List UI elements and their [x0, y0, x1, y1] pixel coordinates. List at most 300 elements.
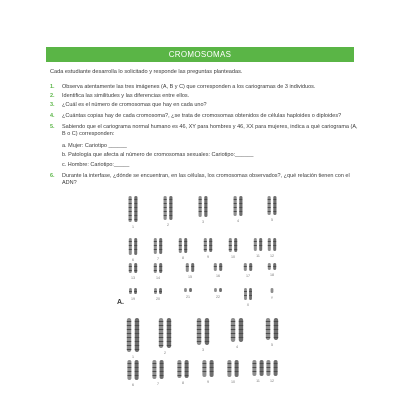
chromosome-band [231, 337, 235, 338]
chromosome-band [154, 291, 157, 292]
chromosome-band [185, 375, 189, 376]
chromosome-band [159, 321, 163, 322]
chromosome-number-label: 1 [132, 225, 134, 229]
chromosome-band [177, 363, 181, 364]
chromosome-band [184, 245, 187, 246]
question-number: 1. [50, 84, 55, 90]
chromosome-band [159, 266, 162, 267]
chromosome-band [134, 219, 137, 220]
chromosome-band [274, 371, 278, 372]
chromosome-band [234, 199, 237, 200]
chromosome-7 [152, 360, 156, 379]
chromosome-band [164, 207, 167, 208]
chromosome-band [169, 207, 172, 208]
chromosome-band [204, 207, 207, 208]
chromosome-band [134, 249, 137, 250]
question-number: 2. [50, 93, 55, 99]
chromosome-band [210, 367, 214, 368]
chromosome-band [134, 215, 137, 216]
chromosome-number-label: 16 [216, 274, 220, 278]
chromosome-band [260, 367, 264, 368]
chromosome-band [134, 199, 137, 200]
chromosome-band [209, 249, 212, 250]
chromosome-band [179, 249, 182, 250]
karyogram-label: A. [117, 299, 124, 306]
chromosome-band [127, 333, 131, 334]
question-number: 5. [50, 124, 55, 130]
chromosome-number-label: 2 [164, 351, 166, 355]
chromosome-band [239, 207, 242, 208]
chromosome-band [244, 295, 247, 296]
chromosome-band [273, 207, 276, 208]
chromosome-band [177, 371, 181, 372]
chromosome-band [135, 337, 139, 338]
chromosome-band [227, 363, 231, 364]
chromosome-12 [273, 238, 276, 251]
chromosome-band [268, 207, 271, 208]
question-number: 3. [50, 102, 55, 108]
chromosome-13 [134, 263, 137, 273]
chromosome-number-label: 13 [131, 276, 135, 280]
chromosome-band [184, 249, 187, 250]
chromosome-band [127, 363, 131, 364]
chromosome-21 [189, 288, 192, 292]
chromosome-1 [135, 318, 139, 352]
question-text: Observa atentamente las tres imágenes (A, B y C) que corresponden a los cariogramas de 3 individuos. [62, 84, 316, 90]
chromosome-band [268, 211, 271, 212]
chromosome-band [202, 363, 206, 364]
chromosome-band [129, 215, 132, 216]
chromosome-band [260, 371, 264, 372]
chromosome-band [205, 325, 209, 326]
chromosome-band [154, 270, 157, 271]
chromosome-14 [154, 263, 157, 273]
chromosome-13 [129, 263, 132, 273]
chromosome-band [159, 333, 163, 334]
chromosome-band [249, 266, 252, 267]
chromosome-band [259, 245, 262, 246]
chromosome-number-label: 11 [256, 379, 260, 383]
question-text: ¿Cuántas copias hay de cada cromosoma?, ¿se trata de cromosomas obtenidos de células haploides o diploides? [62, 113, 342, 119]
chromosome-number-label: 9 [207, 380, 209, 384]
chromosome-band [239, 203, 242, 204]
chromosome-band [260, 363, 264, 364]
chromosome-band [252, 367, 256, 368]
chromosome-21 [184, 288, 187, 292]
chromosome-band [274, 333, 278, 334]
chromosome-band [179, 245, 182, 246]
chromosome-band [239, 333, 243, 334]
chromosome-band [159, 270, 162, 271]
chromosome-band [199, 199, 202, 200]
chromosome-band [129, 249, 132, 250]
chromosome-band [234, 207, 237, 208]
chromosome-band [274, 329, 278, 330]
chromosome-band [134, 266, 137, 267]
chromosome-band [134, 245, 137, 246]
chromosome-band [135, 345, 139, 346]
chromosome-band [273, 211, 276, 212]
chromosome-band [127, 367, 131, 368]
chromosome-band [185, 363, 189, 364]
chromosome-number-label: 2 [167, 223, 169, 227]
chromosome-band [135, 349, 139, 350]
chromosome-band [234, 211, 237, 212]
chromosome-band [252, 371, 256, 372]
chromosome-number-label: Y [270, 296, 274, 300]
chromosome-band [160, 371, 164, 372]
chromosome-band [169, 203, 172, 204]
page-title: CROMOSOMAS [46, 47, 354, 62]
chromosome-band [266, 321, 270, 322]
chromosome-band [191, 266, 194, 267]
chromosome-band [273, 245, 276, 246]
chromosome-band [266, 367, 270, 368]
chromosome-band [273, 199, 276, 200]
chromosome-band [197, 325, 201, 326]
chromosome-band [159, 241, 162, 242]
chromosome-band [202, 367, 206, 368]
question-text: Durante la interfase, ¿dónde se encuentran, en las células, los cromosomas observados?, ¿qué relación tienen con el ADN? [62, 173, 350, 186]
chromosome-number-label: 6 [132, 383, 134, 387]
chromosome-9 [202, 360, 206, 377]
chromosome-band [268, 245, 271, 246]
chromosome-band [197, 333, 201, 334]
chromosome-7 [160, 360, 164, 379]
chromosome-band [209, 241, 212, 242]
chromosome-band [135, 329, 139, 330]
chromosome-band [231, 329, 235, 330]
chromosome-band [152, 375, 156, 376]
chromosome-band [199, 211, 202, 212]
chromosome-band [204, 199, 207, 200]
chromosome-band [205, 333, 209, 334]
chromosome-band [127, 349, 131, 350]
chromosome-band [129, 203, 132, 204]
chromosome-number-label: 7 [157, 257, 159, 261]
chromosome-band [135, 367, 139, 368]
chromosome-band [135, 333, 139, 334]
chromosome-band [167, 341, 171, 342]
chromosome-band [266, 371, 270, 372]
chromosome-band [209, 245, 212, 246]
chromosome-band [197, 337, 201, 338]
chromosome-10 [227, 360, 231, 377]
chromosome-number-label: 7 [157, 382, 159, 386]
chromosome-15 [186, 263, 189, 272]
intro-text: Cada estudiante desarrolla lo solicitado y responde las preguntas planteadas. [50, 69, 243, 75]
chromosome-band [127, 337, 131, 338]
chromosome-band [127, 321, 131, 322]
chromosome-band [266, 329, 270, 330]
chromosome-band [129, 241, 132, 242]
chromosome-band [164, 203, 167, 204]
chromosome-3 [205, 318, 209, 345]
chromosome-band [204, 249, 207, 250]
chromosome-band [127, 325, 131, 326]
chromosome-5 [268, 196, 271, 215]
chromosome-band [154, 266, 157, 267]
chromosome-band [185, 367, 189, 368]
chromosome-band [229, 241, 232, 242]
chromosome-band [167, 337, 171, 338]
chromosome-number-label: 9 [207, 255, 209, 259]
chromosome-band [199, 207, 202, 208]
chromosome-band [204, 241, 207, 242]
chromosome-band [129, 245, 132, 246]
chromosome-band [273, 203, 276, 204]
chromosome-22 [219, 288, 222, 292]
chromosome-band [154, 241, 157, 242]
chromosome-band [164, 215, 167, 216]
chromosome-14 [159, 263, 162, 273]
chromosome-band [177, 375, 181, 376]
chromosome-9 [210, 360, 214, 377]
chromosome-band [164, 199, 167, 200]
chromosome-band [234, 245, 237, 246]
chromosome-band [134, 203, 137, 204]
chromosome-band [204, 203, 207, 204]
chromosome-11 [259, 238, 262, 251]
chromosome-band [234, 249, 237, 250]
chromosome-band [205, 329, 209, 330]
chromosome-band [134, 270, 137, 271]
question-text: Identifica las similitudes y las diferencias entre ellos. [62, 93, 190, 99]
chromosome-band [169, 199, 172, 200]
chromosome-band [235, 363, 239, 364]
chromosome-band [227, 367, 231, 368]
chromosome-band [127, 345, 131, 346]
chromosome-band [135, 321, 139, 322]
chromosome-number-label: 19 [131, 297, 135, 301]
chromosome-band [159, 249, 162, 250]
chromosome-band [259, 241, 262, 242]
chromosome-band [249, 295, 252, 296]
chromosome-X [244, 288, 247, 300]
chromosome-band [197, 321, 201, 322]
chromosome-band [239, 329, 243, 330]
chromosome-band [227, 371, 231, 372]
chromosome-band [167, 345, 171, 346]
chromosome-band [129, 291, 132, 292]
chromosome-band [127, 329, 131, 330]
chromosome-band [249, 291, 252, 292]
chromosome-band [134, 291, 137, 292]
chromosome-band [274, 367, 278, 368]
chromosome-band [239, 321, 243, 322]
chromosome-band [154, 245, 157, 246]
chromosome-number-label: 4 [237, 219, 239, 223]
chromosome-band [186, 266, 189, 267]
chromosome-band [239, 199, 242, 200]
chromosome-band [159, 345, 163, 346]
chromosome-number-label: 15 [188, 275, 192, 279]
chromosome-number-label: 5 [271, 218, 273, 222]
chromosome-band [159, 337, 163, 338]
chromosome-band [167, 321, 171, 322]
chromosome-band [127, 341, 131, 342]
chromosome-band [184, 241, 187, 242]
chromosome-number-label: 10 [231, 255, 235, 259]
chromosome-band [185, 371, 189, 372]
chromosome-band [254, 245, 257, 246]
chromosome-band [231, 325, 235, 326]
chromosome-band [268, 203, 271, 204]
chromosome-band [127, 371, 131, 372]
chromosome-band [268, 266, 271, 267]
chromosome-band [268, 241, 271, 242]
chromosome-band [234, 241, 237, 242]
chromosome-band [274, 321, 278, 322]
chromosome-band [210, 363, 214, 364]
chromosome-22 [214, 288, 217, 292]
sub-item-b: b. Patología que afecta al número de cromosomas sexuales: Cariotipo:______ [62, 152, 254, 158]
chromosome-band [152, 371, 156, 372]
chromosome-band [154, 249, 157, 250]
chromosome-1 [127, 318, 131, 352]
chromosome-band [235, 371, 239, 372]
chromosome-band [197, 329, 201, 330]
chromosome-band [205, 321, 209, 322]
chromosome-band [167, 325, 171, 326]
chromosome-band [268, 199, 271, 200]
chromosome-band [199, 203, 202, 204]
question-number: 4. [50, 113, 55, 119]
chromosome-band [127, 375, 131, 376]
chromosome-band [135, 341, 139, 342]
chromosome-band [239, 211, 242, 212]
chromosome-10 [235, 360, 239, 377]
chromosome-band [160, 363, 164, 364]
chromosome-band [202, 371, 206, 372]
chromosome-number-label: 5 [271, 343, 273, 347]
chromosome-5 [273, 196, 276, 215]
chromosome-band [273, 241, 276, 242]
chromosome-band [229, 245, 232, 246]
chromosome-15 [191, 263, 194, 272]
chromosome-band [231, 333, 235, 334]
chromosome-number-label: 1 [132, 355, 134, 359]
chromosome-band [235, 367, 239, 368]
chromosome-band [129, 207, 132, 208]
chromosome-band [231, 321, 235, 322]
chromosome-band [204, 245, 207, 246]
chromosome-band [266, 363, 270, 364]
chromosome-band [160, 375, 164, 376]
chromosome-band [244, 291, 247, 292]
chromosome-band [214, 266, 217, 267]
chromosome-number-label: 8 [182, 256, 184, 260]
chromosome-number-label: 6 [132, 258, 134, 262]
chromosome-band [159, 341, 163, 342]
chromosome-band [129, 199, 132, 200]
chromosome-12 [268, 238, 271, 251]
chromosome-band [129, 211, 132, 212]
chromosome-band [167, 333, 171, 334]
chromosome-band [129, 219, 132, 220]
chromosome-3 [197, 318, 201, 345]
question-number: 6. [50, 173, 55, 179]
chromosome-band [210, 371, 214, 372]
chromosome-band [274, 363, 278, 364]
chromosome-band [234, 203, 237, 204]
chromosome-number-label: 3 [202, 220, 204, 224]
chromosome-band [134, 211, 137, 212]
chromosome-band [205, 337, 209, 338]
chromosome-band [152, 367, 156, 368]
chromosome-band [159, 329, 163, 330]
chromosome-band [159, 291, 162, 292]
chromosome-number-label: 14 [156, 276, 160, 280]
chromosome-band [129, 270, 132, 271]
chromosome-6 [129, 238, 132, 255]
chromosome-band [273, 266, 276, 267]
chromosome-band [252, 363, 256, 364]
chromosome-number-label: 8 [182, 381, 184, 385]
chromosome-band [169, 215, 172, 216]
chromosome-band [152, 363, 156, 364]
chromosome-number-label: 20 [156, 297, 160, 301]
chromosome-band [244, 266, 247, 267]
chromosome-Y [271, 288, 274, 293]
chromosome-number-label: 17 [246, 274, 250, 278]
chromosome-number-label: 10 [231, 380, 235, 384]
chromosome-band [164, 211, 167, 212]
chromosome-band [160, 367, 164, 368]
chromosome-number-label: 11 [256, 254, 260, 258]
chromosome-band [159, 325, 163, 326]
sub-item-c: c. Hombre: Cariotipo:_____ [62, 162, 130, 168]
chromosome-band [274, 325, 278, 326]
chromosome-number-label: 18 [270, 273, 274, 277]
chromosome-band [179, 241, 182, 242]
chromosome-band [135, 325, 139, 326]
chromosome-number-label: 3 [202, 348, 204, 352]
chromosome-number-label: 22 [216, 295, 220, 299]
sub-item-a: a. Mujer: Cariotipo ______ [62, 143, 127, 149]
chromosome-band [135, 363, 139, 364]
chromosome-band [159, 245, 162, 246]
chromosome-11 [254, 238, 257, 251]
question-text: Sabiendo que el cariograma normal humano es 46, XY para hombres y 46, XX para mujeres, indica a qué cariograma (A, B o C) corresponden: [62, 124, 358, 137]
chromosome-number-label: X [246, 303, 250, 307]
chromosome-band [266, 325, 270, 326]
chromosome-X [249, 288, 252, 300]
chromosome-number-label: 21 [186, 295, 190, 299]
chromosome-6 [134, 238, 137, 255]
chromosome-band [204, 211, 207, 212]
chromosome-band [167, 329, 171, 330]
chromosome-band [239, 337, 243, 338]
chromosome-band [239, 325, 243, 326]
chromosome-number-label: 4 [236, 345, 238, 349]
chromosome-band [135, 371, 139, 372]
chromosome-band [274, 337, 278, 338]
chromosome-band [129, 266, 132, 267]
chromosome-band [177, 367, 181, 368]
question-text: ¿Cuál es el número de cromosomas que hay en cada uno? [62, 102, 207, 108]
chromosome-band [254, 241, 257, 242]
chromosome-band [229, 249, 232, 250]
chromosome-band [197, 341, 201, 342]
chromosome-band [266, 333, 270, 334]
chromosome-band [219, 266, 222, 267]
chromosome-band [266, 337, 270, 338]
chromosome-number-label: 12 [270, 254, 274, 258]
chromosome-number-label: 12 [270, 379, 274, 383]
chromosome-band [169, 211, 172, 212]
chromosome-band [205, 341, 209, 342]
